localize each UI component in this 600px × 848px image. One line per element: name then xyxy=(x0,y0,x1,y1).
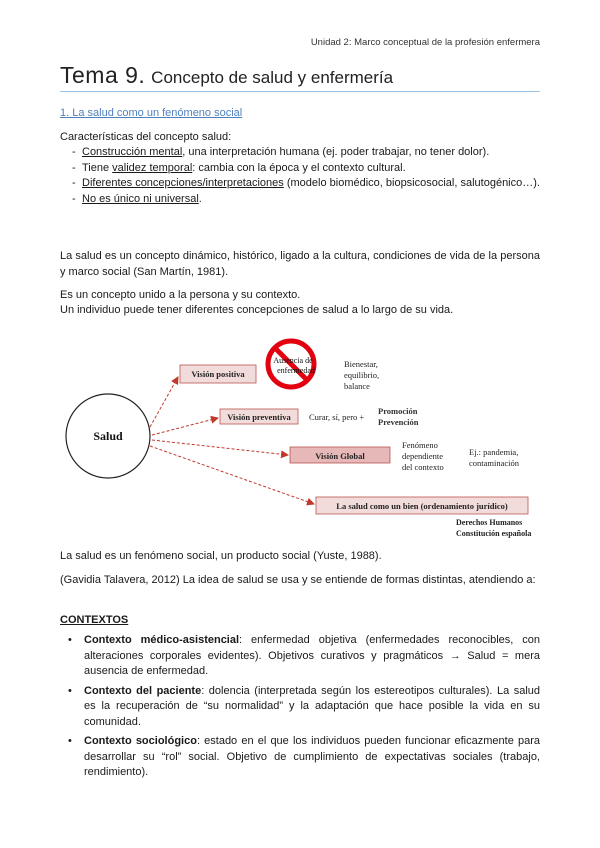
box-preventiva-label: Visión preventiva xyxy=(227,412,291,422)
paragraph-individual: Un individuo puede tener diferentes concepciones de salud a lo largo de su vida. xyxy=(60,304,454,316)
item-label: No es único ni universal xyxy=(82,192,199,205)
title-text: Concepto de salud y enfermería xyxy=(151,68,394,87)
context-label: Contexto sociológico xyxy=(84,735,197,747)
list-item xyxy=(78,633,540,680)
salud-label: Salud xyxy=(93,429,123,443)
no-symbol-line1: Ausencia de xyxy=(273,356,313,365)
arrow-bien xyxy=(150,446,314,504)
list-item xyxy=(72,176,540,192)
section-heading: 1. La salud como un fenómeno social xyxy=(60,107,243,119)
note-ejemplo-2: contaminación xyxy=(469,458,520,468)
paragraph-concept: La salud es un concepto dinámico, histórico, ligado a la cultura, condiciones de vida de la persona y marco social (San Martín, 1981). xyxy=(60,250,540,278)
note-derechos-2: Constitución española xyxy=(456,529,532,538)
paragraph-social: La salud es un fenómeno social, un producto social (Yuste, 1988). xyxy=(60,550,382,562)
list-item xyxy=(72,161,540,177)
note-promocion-2: Prevención xyxy=(378,417,419,427)
note-bienestar-2: equilibrio, xyxy=(344,370,380,380)
box-positiva-label: Visión positiva xyxy=(191,369,245,379)
note-fenomeno-2: dependiente xyxy=(402,451,444,461)
note-curar: Curar, sí, pero + xyxy=(309,412,365,422)
contextos-list xyxy=(78,633,540,785)
context-text: : dolencia (interpretada según los estereotipos culturales). La salud es la recuperación de “su normalidad” y la adaptación que hace posible la vida en su comunidad. xyxy=(84,684,541,728)
characteristics-list xyxy=(72,145,540,207)
item-label: Diferentes concepciones/interpretaciones xyxy=(82,177,284,189)
item-label: Construcción mental xyxy=(82,146,183,158)
note-fenomeno-1: Fenómeno xyxy=(402,440,438,450)
note-bienestar-3: balance xyxy=(344,381,370,391)
title-number: Tema 9. xyxy=(60,62,146,88)
list-item xyxy=(72,192,540,208)
item-label: validez temporal xyxy=(112,161,193,174)
note-fenomeno-3: del contexto xyxy=(402,462,444,472)
item-text: . xyxy=(198,192,202,205)
item-text: , una interpretación humana (ej. poder trabajar, no tener dolor). xyxy=(182,146,490,158)
context-label: Contexto del paciente xyxy=(84,684,202,697)
note-promocion-1: Promoción xyxy=(378,406,418,416)
arrow-preventiva xyxy=(152,418,218,435)
item-text: : cambia con la época y el contexto cultural. xyxy=(192,161,406,174)
arrow-global xyxy=(152,440,288,455)
item-prefix: Tiene xyxy=(82,161,113,174)
list-item xyxy=(78,684,540,731)
page-title xyxy=(60,62,393,89)
box-global-label: Visión Global xyxy=(315,451,365,461)
context-text: : enfermedad objetiva (enfermedades reconocibles, con alteraciones corporales evidentes). Objetivos curativos y pragmáticos → Salud = mera ausencia de enfermedad. xyxy=(84,634,540,677)
note-bienestar-1: Bienestar, xyxy=(344,359,378,369)
box-bien-label: La salud como un bien (ordenamiento jurídico) xyxy=(336,501,508,511)
list-item xyxy=(78,734,540,781)
running-header: Unidad 2: Marco conceptual de la profesión enfermera xyxy=(310,37,540,48)
context-text: : estado en el que los individuos pueden funcionar eficazmente para desarrollar su “rol” social. Objetivo de cumplimiento de expectativas sociales (trabajo, rendimiento). xyxy=(84,735,540,778)
contextos-heading: CONTEXTOS xyxy=(60,614,129,626)
no-symbol-line2: enfermedad xyxy=(277,366,315,375)
paragraph-gavidia: (Gavidia Talavera, 2012) La idea de salud se usa y se entiende de formas distintas, atendiendo a: xyxy=(60,574,536,586)
note-ejemplo-1: Ej.: pandemia, xyxy=(469,447,519,457)
list-item xyxy=(72,145,540,161)
context-label: Contexto médico-asistencial xyxy=(84,634,240,646)
paragraph-person: Es un concepto unido a la persona y su contexto. xyxy=(60,289,301,301)
item-text: (modelo biomédico, biopsicosocial, salutogénico…). xyxy=(283,177,540,189)
characteristics-intro: Características del concepto salud: xyxy=(60,131,232,143)
title-divider xyxy=(60,91,540,92)
arrow-positiva xyxy=(150,377,178,427)
salud-diagram xyxy=(60,330,550,545)
note-derechos-1: Derechos Humanos xyxy=(456,518,523,527)
